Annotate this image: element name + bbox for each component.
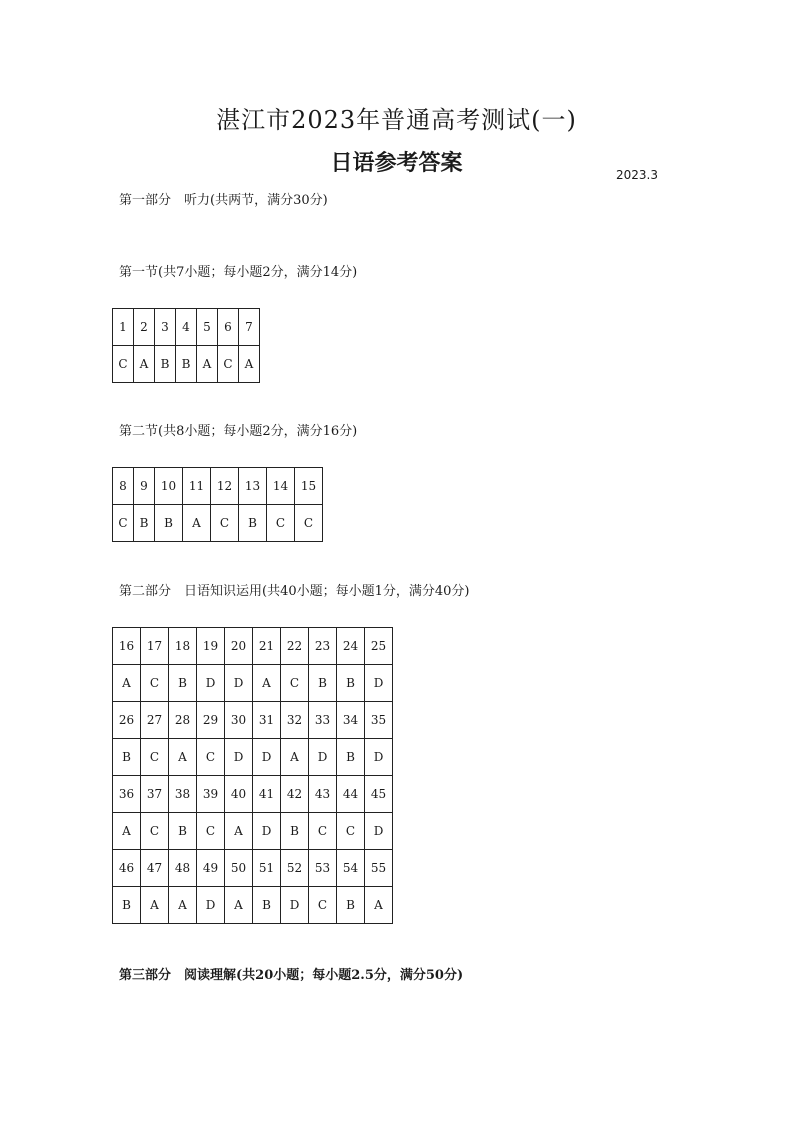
answer-cell: B: [337, 665, 365, 702]
answer-row: [113, 346, 260, 383]
answer-cell: C: [197, 813, 225, 850]
answer-cell: C: [211, 505, 239, 542]
answer-cell: A: [134, 346, 155, 383]
part1-heading: 第一部分 听力(共两节，满分30分): [119, 193, 328, 208]
answer-cell: D: [197, 665, 225, 702]
question-number-cell: 16: [113, 628, 141, 665]
question-number-cell: 42: [281, 776, 309, 813]
page-title: 湛江市2023年普通高考测试(一): [216, 106, 577, 134]
question-number-cell: 12: [211, 468, 239, 505]
question-number-cell: 7: [239, 309, 260, 346]
answer-cell: A: [183, 505, 211, 542]
question-number-cell: 6: [218, 309, 239, 346]
question-number-cell: 11: [183, 468, 211, 505]
part1-section1-heading: 第一节(共7小题；每小题2分，满分14分): [119, 265, 358, 280]
question-number-cell: 28: [169, 702, 197, 739]
question-number-cell: 3: [155, 309, 176, 346]
question-number-cell: 25: [365, 628, 393, 665]
question-number-cell: 27: [141, 702, 169, 739]
answer-cell: B: [337, 739, 365, 776]
question-number-cell: 36: [113, 776, 141, 813]
answer-cell: B: [337, 887, 365, 924]
question-number-cell: 8: [113, 468, 134, 505]
answer-cell: A: [365, 887, 393, 924]
answer-cell: B: [134, 505, 155, 542]
question-number-cell: 9: [134, 468, 155, 505]
answer-cell: D: [365, 665, 393, 702]
question-number-cell: 1: [113, 309, 134, 346]
answer-cell: A: [225, 813, 253, 850]
question-number-cell: 24: [337, 628, 365, 665]
answer-cell: D: [365, 739, 393, 776]
answer-cell: B: [309, 665, 337, 702]
question-number-cell: 18: [169, 628, 197, 665]
answer-cell: C: [267, 505, 295, 542]
question-number-cell: 40: [225, 776, 253, 813]
question-number-cell: 47: [141, 850, 169, 887]
answer-cell: D: [253, 739, 281, 776]
answer-cell: B: [281, 813, 309, 850]
answer-cell: C: [309, 887, 337, 924]
answer-cell: C: [113, 346, 134, 383]
answer-cell: A: [169, 739, 197, 776]
question-number-cell: 37: [141, 776, 169, 813]
table-body: [113, 628, 393, 924]
question-number-cell: 48: [169, 850, 197, 887]
question-number-cell: 34: [337, 702, 365, 739]
question-number-cell: 29: [197, 702, 225, 739]
answer-cell: B: [169, 665, 197, 702]
answer-cell: B: [155, 505, 183, 542]
knowledge-table: [112, 627, 393, 924]
answer-cell: A: [197, 346, 218, 383]
listening-section1-table: [112, 308, 260, 383]
question-number-cell: 41: [253, 776, 281, 813]
question-number-cell: 14: [267, 468, 295, 505]
answer-cell: C: [309, 813, 337, 850]
document-date: 2023.3: [616, 168, 658, 182]
answer-cell: C: [218, 346, 239, 383]
question-number-cell: 10: [155, 468, 183, 505]
question-number-cell: 21: [253, 628, 281, 665]
question-number-cell: 54: [337, 850, 365, 887]
answer-cell: B: [169, 813, 197, 850]
part3-heading: 第三部分 阅读理解(共20小题；每小题2.5分，满分50分): [119, 968, 464, 983]
answer-cell: C: [141, 739, 169, 776]
answer-cell: D: [197, 887, 225, 924]
answer-cell: D: [309, 739, 337, 776]
question-number-cell: 23: [309, 628, 337, 665]
answer-row: [113, 813, 393, 850]
question-number-cell: 2: [134, 309, 155, 346]
answer-cell: D: [253, 813, 281, 850]
question-number-cell: 17: [141, 628, 169, 665]
question-number-row: [113, 702, 393, 739]
question-number-cell: 55: [365, 850, 393, 887]
question-number-cell: 50: [225, 850, 253, 887]
question-number-cell: 4: [176, 309, 197, 346]
answer-cell: D: [365, 813, 393, 850]
question-number-cell: 15: [295, 468, 323, 505]
question-number-cell: 49: [197, 850, 225, 887]
table-body: [113, 309, 260, 383]
answer-cell: C: [197, 739, 225, 776]
part1-section2-heading: 第二节(共8小题；每小题2分，满分16分): [119, 424, 358, 439]
answer-cell: A: [253, 665, 281, 702]
answer-row: [113, 739, 393, 776]
answer-row: [113, 665, 393, 702]
question-number-cell: 45: [365, 776, 393, 813]
answer-cell: C: [141, 813, 169, 850]
answer-cell: C: [113, 505, 134, 542]
answer-cell: B: [155, 346, 176, 383]
question-number-cell: 33: [309, 702, 337, 739]
table-body: [113, 468, 323, 542]
answer-cell: B: [239, 505, 267, 542]
question-number-cell: 31: [253, 702, 281, 739]
question-number-cell: 51: [253, 850, 281, 887]
answer-cell: A: [113, 665, 141, 702]
answer-cell: B: [253, 887, 281, 924]
question-number-row: [113, 309, 260, 346]
answer-cell: A: [239, 346, 260, 383]
question-number-cell: 26: [113, 702, 141, 739]
question-number-cell: 19: [197, 628, 225, 665]
answer-cell: D: [225, 665, 253, 702]
question-number-cell: 38: [169, 776, 197, 813]
question-number-cell: 22: [281, 628, 309, 665]
question-number-cell: 30: [225, 702, 253, 739]
question-number-row: [113, 850, 393, 887]
question-number-cell: 43: [309, 776, 337, 813]
question-number-cell: 20: [225, 628, 253, 665]
question-number-row: [113, 468, 323, 505]
question-number-cell: 39: [197, 776, 225, 813]
answer-cell: A: [225, 887, 253, 924]
answer-cell: B: [113, 887, 141, 924]
question-number-cell: 53: [309, 850, 337, 887]
answer-cell: C: [141, 665, 169, 702]
answer-cell: C: [337, 813, 365, 850]
answer-cell: D: [225, 739, 253, 776]
listening-section2-table: [112, 467, 323, 542]
answer-cell: A: [169, 887, 197, 924]
answer-cell: B: [113, 739, 141, 776]
question-number-cell: 32: [281, 702, 309, 739]
answer-cell: D: [281, 887, 309, 924]
answer-cell: C: [295, 505, 323, 542]
answer-row: [113, 887, 393, 924]
answer-cell: B: [176, 346, 197, 383]
answer-cell: A: [281, 739, 309, 776]
question-number-cell: 5: [197, 309, 218, 346]
question-number-cell: 46: [113, 850, 141, 887]
question-number-cell: 52: [281, 850, 309, 887]
part2-heading: 第二部分 日语知识运用(共40小题；每小题1分，满分40分): [119, 584, 470, 599]
answer-cell: A: [113, 813, 141, 850]
question-number-cell: 13: [239, 468, 267, 505]
page-subtitle: 日语参考答案: [330, 150, 463, 176]
answer-row: [113, 505, 323, 542]
question-number-row: [113, 776, 393, 813]
question-number-cell: 44: [337, 776, 365, 813]
answer-cell: A: [141, 887, 169, 924]
question-number-cell: 35: [365, 702, 393, 739]
question-number-row: [113, 628, 393, 665]
answer-cell: C: [281, 665, 309, 702]
